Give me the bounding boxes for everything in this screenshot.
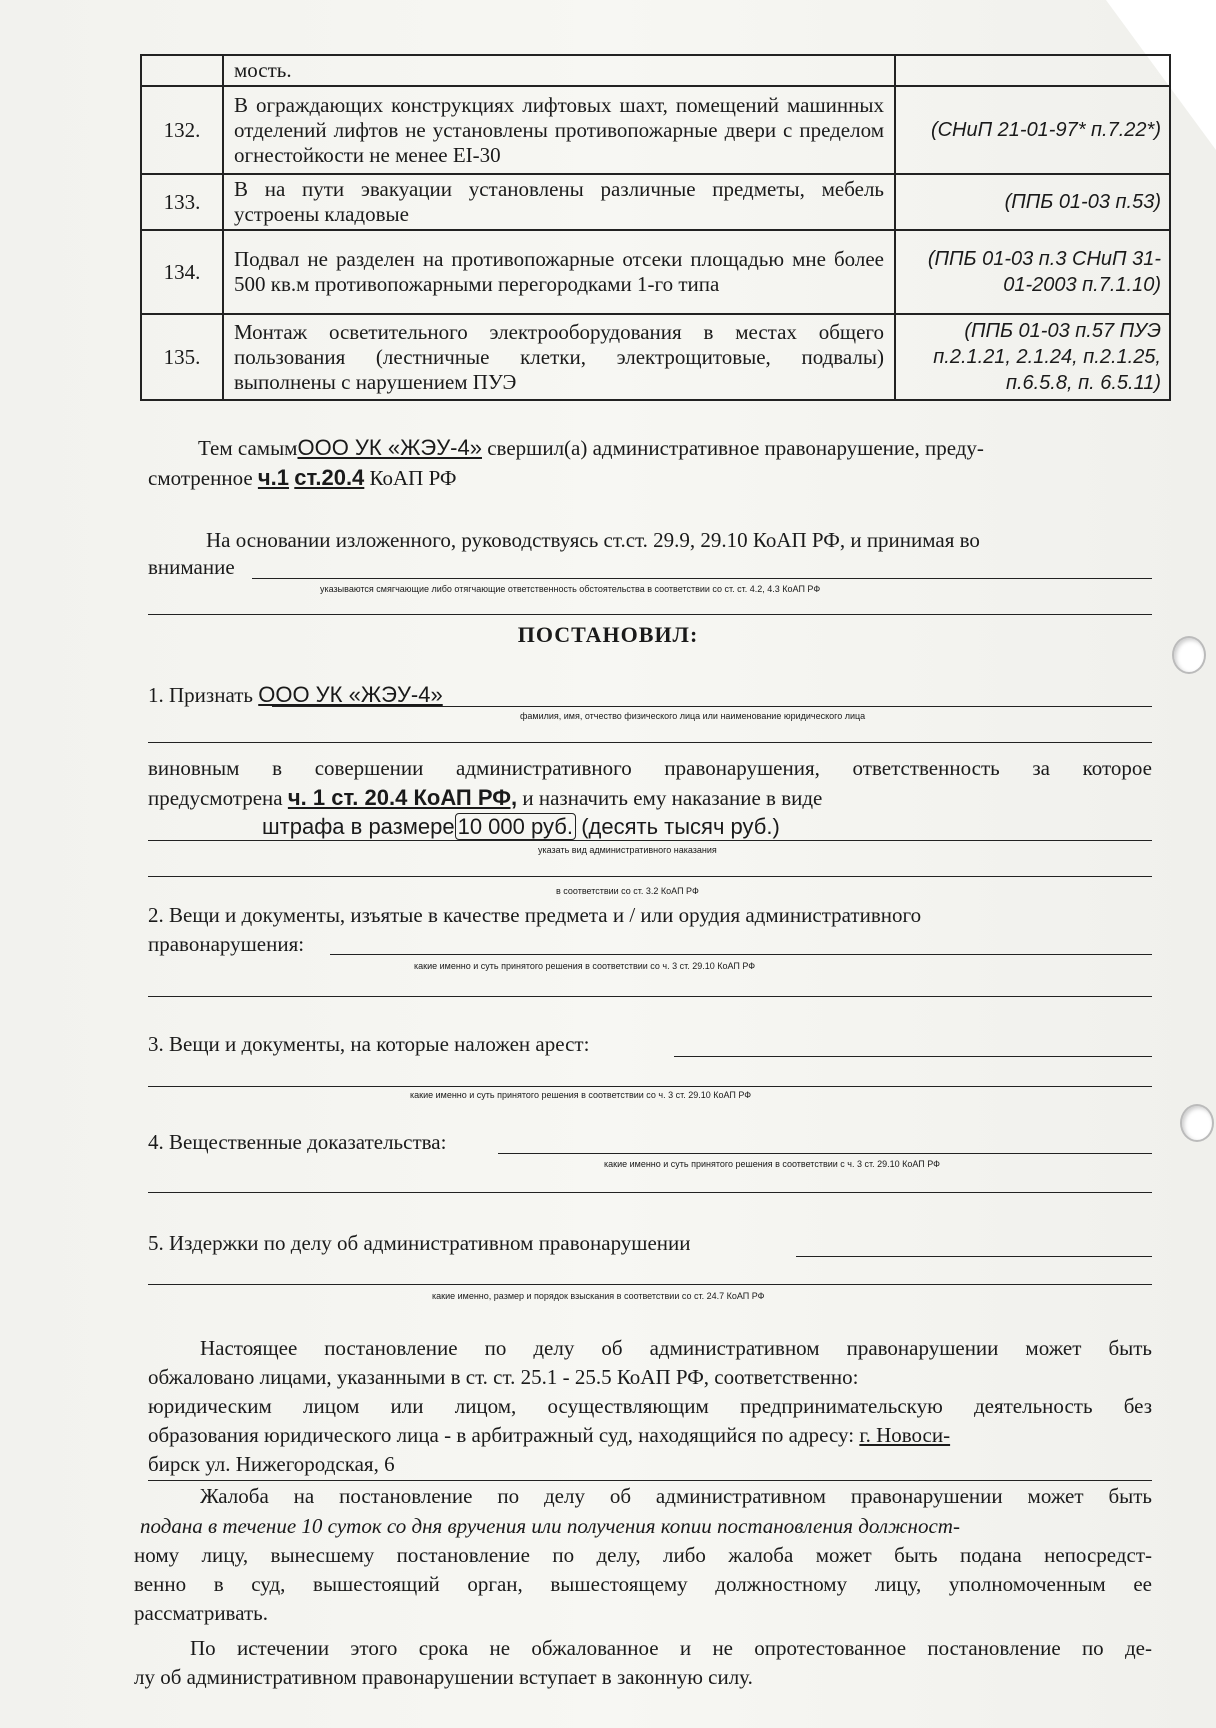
table-row [141,86,1170,174]
item1-fill-line-3 [148,876,1152,877]
violation-line-2: смотренное ч.1 ст.20.4 КоАП РФ [148,465,457,490]
row-reference: (СНиП 21-01-97* п.7.22*) [895,86,1170,174]
offender-name: ООО УК «ЖЭУ-4» [297,435,482,460]
complaint-line-2: подана в течение 10 суток со дня вручения или получения копии постановления должност- [140,1514,960,1538]
violation-part: ч.1 [257,465,290,490]
item5-fill-line-2 [148,1284,1152,1285]
decision-title: ПОСТАНОВИЛ: [517,622,699,647]
item5-fill-line [796,1256,1152,1257]
basis-caption: указываются смягчающие либо отягчающие ответственность обстоятельства в соответствии со ст. ст. 4.2, 4.3 КоАП РФ [320,584,821,594]
appeal-line-5: бирск ул. Нижегородская, 6 [148,1452,395,1476]
row-reference: (ППБ 01-03 п.3 СНиП 31-01-2003 п.7.1.10) [895,230,1170,314]
table-row [141,55,1170,86]
row-reference: (ППБ 01-03 п.57 ПУЭ п.2.1.21, 2.1.24, п.2.1.25, п.6.5.8, п. 6.5.11) [895,314,1170,400]
item3-fill-line-2 [148,1086,1152,1087]
item1-fill-line-2 [148,742,1152,743]
item1-caption: фамилия, имя, отчество физического лица или наименование юридического лица [520,711,866,721]
violation-line-1: Тем самымООО УК «ЖЭУ-4» свершил(а) административное правонарушение, преду- [198,435,984,460]
item1-caption-2: указать вид административного наказания [538,845,717,855]
court-address: г. Новоси- [859,1423,951,1447]
item1-fill-line [272,706,1152,707]
item5-line-1: 5. Издержки по делу об административном правонарушении [148,1231,691,1255]
appeal-rule [148,1480,1152,1481]
item4-fill-line [498,1153,1152,1154]
row-number: 134. [141,230,223,314]
basis-line-1: На основании изложенного, руководствуясь ст.ст. 29.9, 29.10 КоАП РФ, и принимая во [206,528,980,552]
item2-fill-line-2 [148,996,1152,997]
violation-article: ст.20.4 [294,465,365,490]
row-number: 135. [141,314,223,400]
complaint-line-5: рассматривать. [134,1601,268,1625]
item2-caption: какие именно и суть принятого решения в соответствии со ч. 3 ст. 29.10 КоАП РФ [414,961,756,971]
table-row [141,314,1170,400]
final-line-1: По истечении этого срока не обжалованное и не опротестованное постановление по де- [190,1636,1152,1660]
row-text: Подвал не разделен на противопожарные отсеки площадью мне более 500 кв.м противопожарными перегородками 1-го типа [223,230,895,314]
appeal-line-1: Настоящее постановление по делу об административном правонарушении может быть [200,1336,1152,1360]
item3-line-1: 3. Вещи и документы, на которые наложен арест: [148,1032,590,1056]
item4-fill-line-2 [148,1192,1152,1193]
basis-line-2: внимание [148,555,235,579]
appeal-line-2: обжаловано лицами, указанными в ст. ст. 25.1 - 25.5 КоАП РФ, соответственно: [148,1365,859,1389]
complaint-line-4: венно в суд, вышестоящий орган, вышестоящему должностному лицу, уполномоченным ее [134,1572,1152,1596]
complaint-line-1: Жалоба на постановление по делу об административном правонарушении может быть [200,1484,1152,1508]
item2-line-2: правонарушения: [148,932,305,956]
table-row [141,174,1170,230]
item1-caption-3: в соответствии со ст. 3.2 КоАП РФ [556,886,699,896]
basis-fill-line-2 [148,614,1152,615]
basis-fill-line [252,578,1152,579]
appeal-line-3: юридическим лицом или лицом, осуществляющим предпринимательскую деятельность без [148,1394,1152,1418]
complaint-line-3: ному лицу, вынесшему постановление по делу, либо жалоба может быть подана непосредст- [134,1543,1152,1567]
item1-provided-line: предусмотрена ч. 1 ст. 20.4 КоАП РФ, и назначить ему наказание в виде [148,785,823,810]
item4-caption: какие именно и суть принятого решения в соответствии с ч. 3 ст. 29.10 КоАП РФ [604,1159,940,1169]
final-line-2: лу об административном правонарушении вступает в законную силу. [134,1665,753,1689]
item1-penalty-rule [148,840,1152,841]
violations-table [140,54,1171,401]
item4-line-1: 4. Вещественные доказательства: [148,1130,447,1154]
item1-guilty-line: виновным в совершении административного правонарушения, ответственность за которое [148,756,1152,780]
item1-article: ч. 1 ст. 20.4 КоАП РФ, [287,785,518,810]
item1-penalty-line: штрафа в размере 10 000 руб. (десять тысяч руб.) [262,814,780,839]
item3-fill-line [674,1056,1152,1057]
row-text: Монтаж осветительного электрооборудования в местах общего пользования (лестничные клетки, электрощитовые, подвалы) выполнены с нарушением ПУЭ [223,314,895,400]
item1-name: ООО УК «ЖЭУ-4» [258,682,443,707]
punch-hole-bottom [1180,1104,1214,1142]
item2-fill-line [330,954,1152,955]
row-text: В ограждающих конструкциях лифтовых шахт, помещений машинных отделений лифтов не установлены противопожарные двери с пределом огнестойкости не менее EI-30 [223,86,895,174]
row-number: 133. [141,174,223,230]
table-row [141,230,1170,314]
row-text: В на пути эвакуации установлены различные предметы, мебель устроены кладовые [223,174,895,230]
item3-caption: какие именно и суть принятого решения в соответствии со ч. 3 ст. 29.10 КоАП РФ [410,1090,752,1100]
appeal-line-4: образования юридического лица - в арбитражный суд, находящийся по адресу: г. Новоси- [148,1423,951,1447]
table-cell-text: мость. [223,55,895,86]
row-reference: (ППБ 01-03 п.53) [895,174,1170,230]
row-number: 132. [141,86,223,174]
item5-caption: какие именно, размер и порядок взыскания в соответствии со ст. 24.7 КоАП РФ [432,1291,765,1301]
item1-line: 1. Признать ООО УК «ЖЭУ-4» [148,682,443,707]
penalty-amount: 10 000 руб. [455,813,576,840]
item2-line-1: 2. Вещи и документы, изъятые в качестве предмета и / или орудия административного [148,903,922,927]
